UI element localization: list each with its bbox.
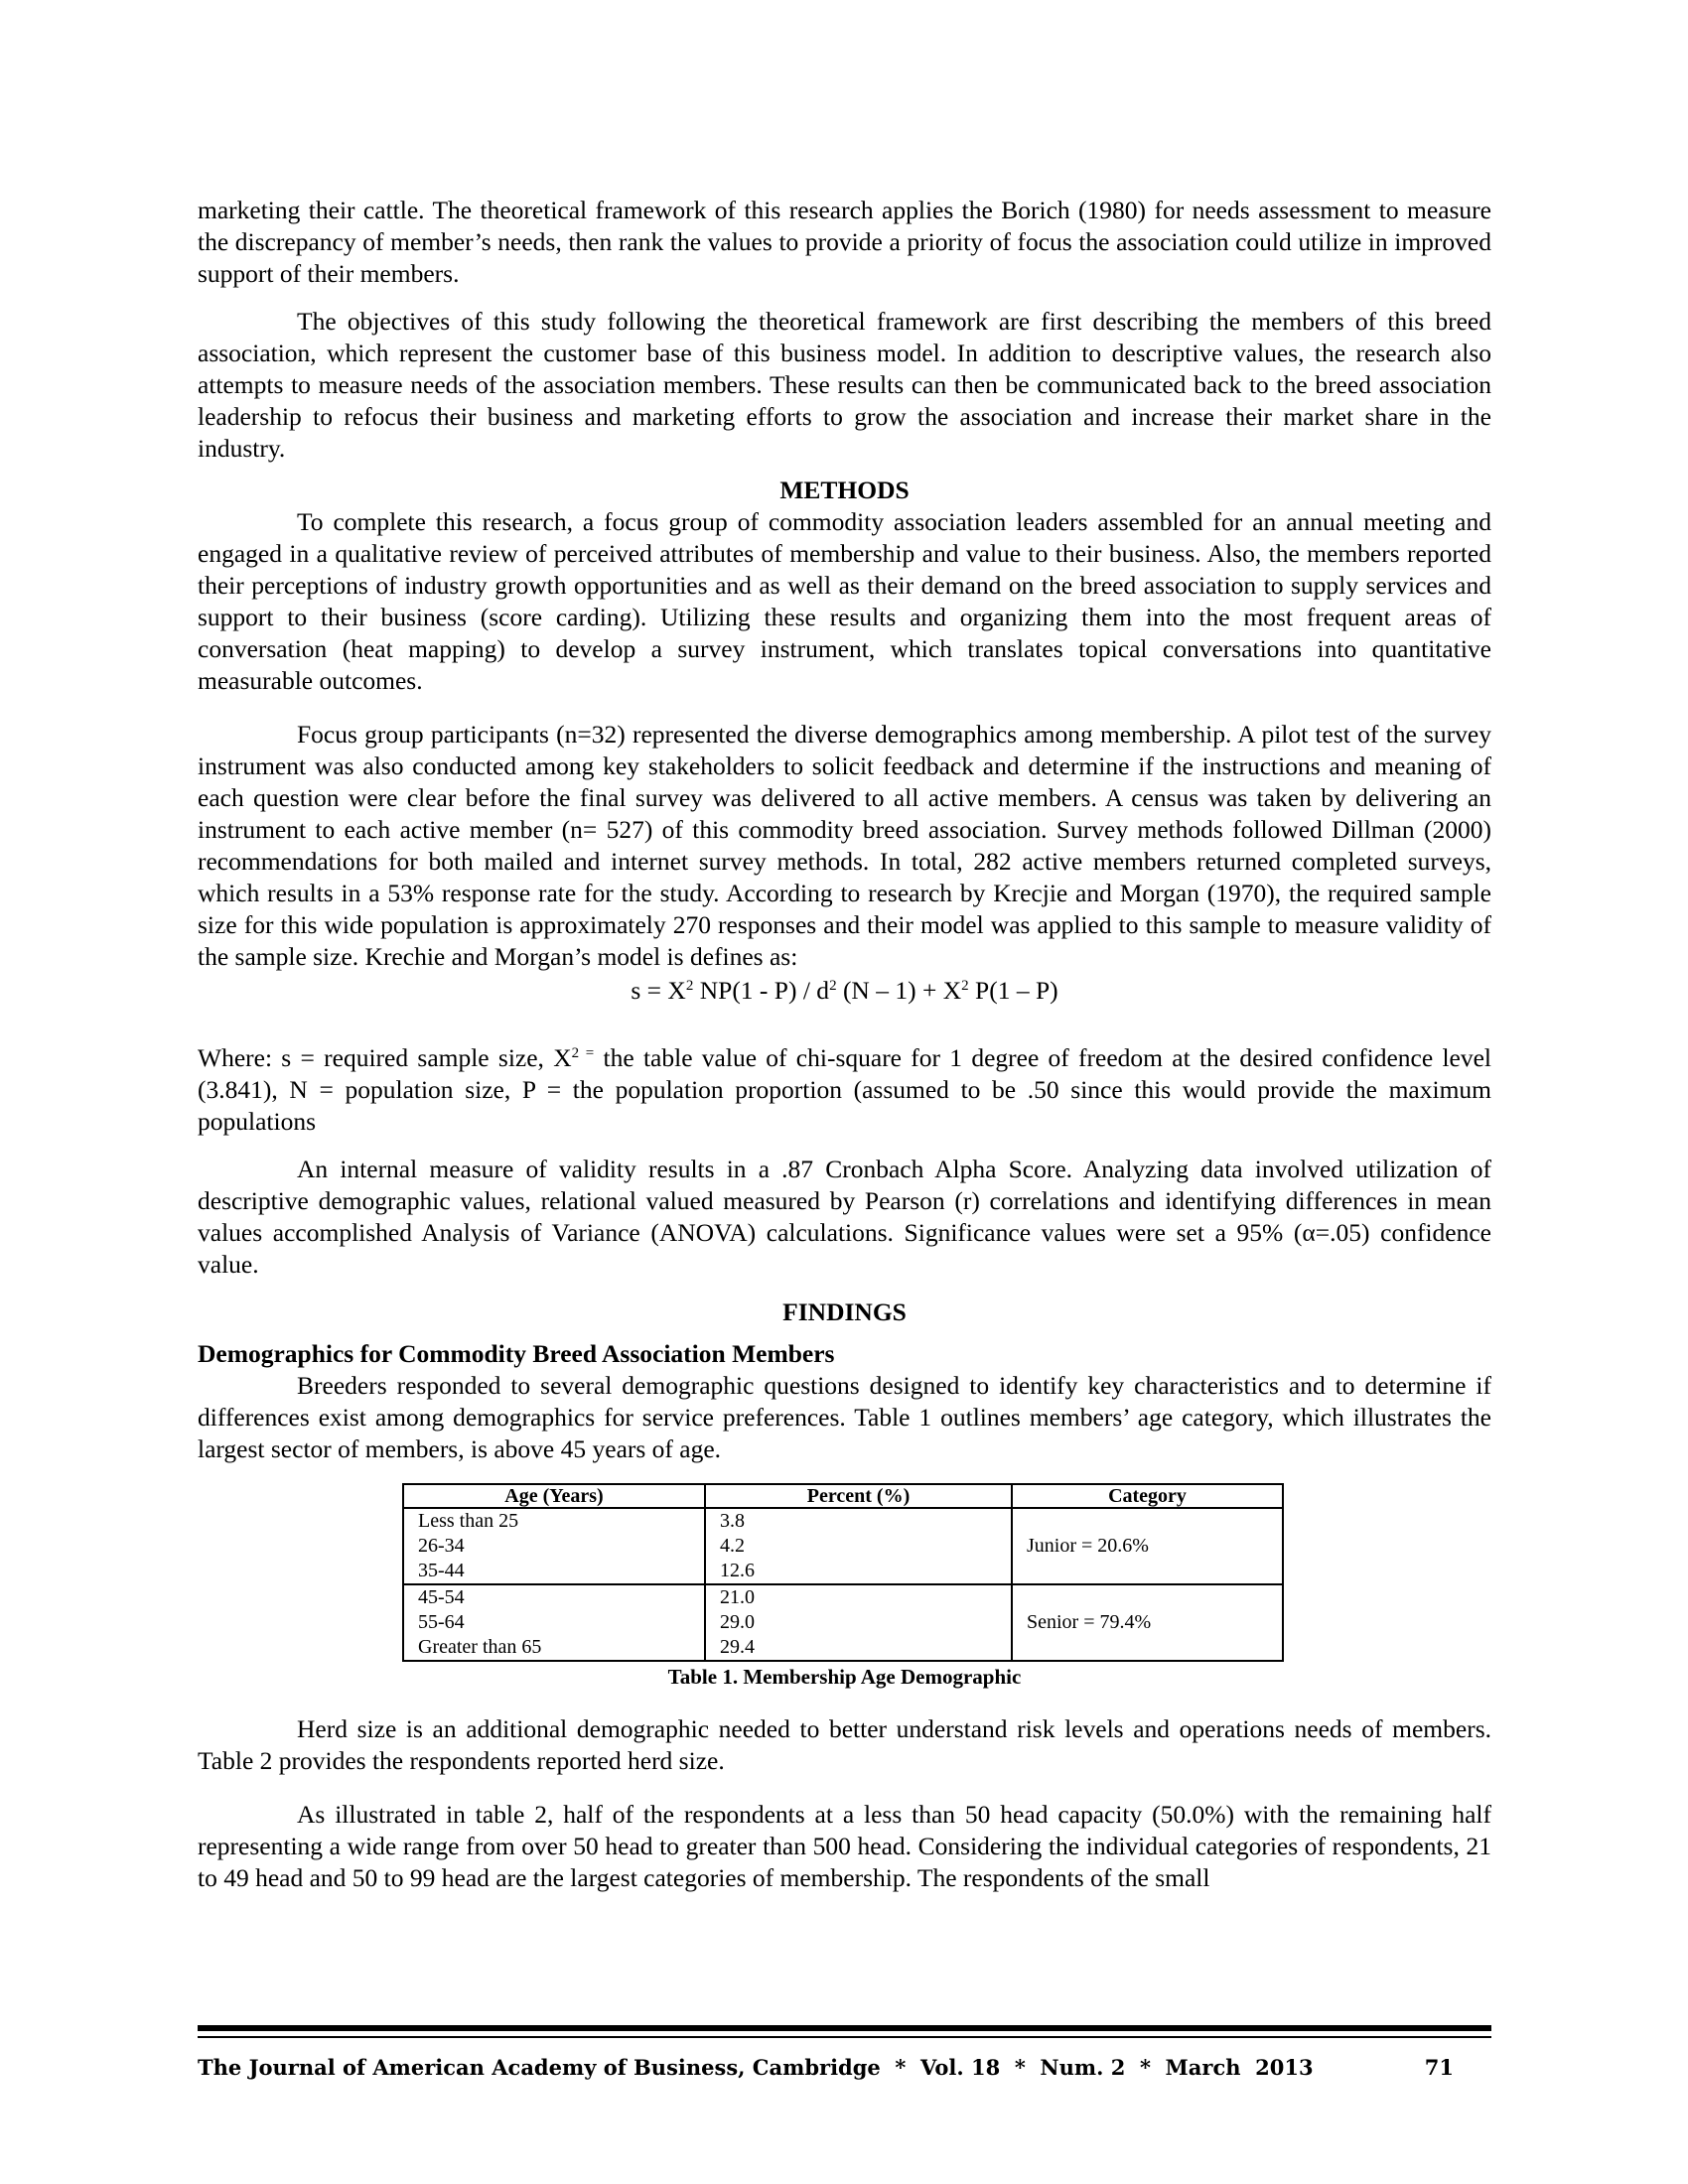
formula-superscript: 2 (829, 978, 837, 994)
body-paragraph: To complete this research, a focus group of commodity association leaders assembled for an annual meeting and engaged in a qualitative review of perceived attributes of membership and value to their business. Also, the members reported their perceptions of industry growth opportunities and as well as their demand on the breed association to supply services and support to their business (score carding). Utilizing these results and organizing them into the most frequent areas of conversation (heat mapping) to develop a survey instrument, which translates topical conversations into quantitative measurable outcomes. (198, 507, 1491, 695)
journal-citation: The Journal of American Academy of Business, Cambridge * Vol. 18 * Num. 2 * March 2013 (198, 2055, 1314, 2080)
formula-part: P(1 – P) (968, 976, 1058, 1005)
body-paragraph: The objectives of this study following the theoretical framework are first describing the members of this breed association, which represent the customer base of this business model. In addition to descriptive values, the research also attempts to measure needs of the association members. These results can then be communicated back to the breed association leadership to refocus their business and marketing efforts to grow the association and increase their market share in the industry. (198, 307, 1491, 463)
body-paragraph: Herd size is an additional demographic needed to better understand risk levels and operations needs of members. Table 2 provides the respondents reported herd size. (198, 1714, 1491, 1775)
age-demographic-table (402, 1483, 1284, 1662)
formula-part: NP(1 - P) / d (693, 976, 830, 1005)
subsection-heading-demographics: Demographics for Commodity Breed Association Members (198, 1339, 835, 1368)
category-cell: Junior = 20.6% (1012, 1508, 1283, 1584)
percent-cell: 3.8 (705, 1508, 1012, 1534)
footer-rule-thick (198, 2025, 1491, 2031)
page-body (198, 195, 1491, 1894)
age-cell: 35-44 (403, 1559, 705, 1584)
footer-rule-thin (198, 2036, 1491, 2038)
body-paragraph: An internal measure of validity results in a .87 Cronbach Alpha Score. Analyzing data involved utilization of descriptive demographic values, relational valued measured by Pearson (r) correlations and identifying differences in mean values accomplished Analysis of Variance (ANOVA) calculations. Significance values were set a 95% (α=.05) confidence value. (198, 1155, 1491, 1279)
formula-definition (198, 1042, 1491, 1138)
body-paragraph: As illustrated in table 2, half of the respondents at a less than 50 head capacity (50.0%) with the remaining half representing a wide range from over 50 head to greater than 500 head. Considering the individual categories of respondents, 21 to 49 head and 50 to 99 head are the largest categories of membership. The respondents of the small (198, 1800, 1491, 1892)
definition-part: Where: s = required sample size, X (198, 1043, 572, 1072)
formula-superscript: 2 (685, 978, 694, 994)
age-cell: 55-64 (403, 1610, 705, 1635)
percent-cell: 12.6 (705, 1559, 1012, 1584)
section-heading-methods: METHODS (779, 476, 910, 504)
age-cell: 26-34 (403, 1534, 705, 1559)
category-cell: Senior = 79.4% (1012, 1584, 1283, 1661)
page-footer (198, 2053, 1454, 2083)
percent-cell: 29.0 (705, 1610, 1012, 1635)
section-heading-findings: FINDINGS (782, 1297, 907, 1326)
body-paragraph: marketing their cattle. The theoretical framework of this research applies the Borich (1980) for needs assessment to measure the discrepancy of member’s needs, then rank the values to provide a priority of focus the association could utilize in improved support of their members. (198, 196, 1491, 288)
age-cell: Less than 25 (403, 1508, 705, 1534)
table-1 (198, 1483, 1491, 1690)
definition-superscript: 2 = (571, 1045, 595, 1061)
table-row (403, 1508, 1283, 1534)
sample-size-formula (198, 973, 1491, 1009)
body-paragraph: Breeders responded to several demographic questions designed to identify key characteristics and to determine if differences exist among demographics for service preferences. Table 1 outlines members’ age category, which illustrates the largest sector of members, is above 45 years of age. (198, 1371, 1491, 1463)
definition-part: the table value of chi-square for 1 degree of freedom at the desired confidence level (3.841), N = population size, P = the population proportion (assumed to be .50 since this would provide the maximum populations (198, 1043, 1491, 1136)
body-paragraph: Focus group participants (n=32) represented the diverse demographics among membership. A pilot test of the survey instrument was also conducted among key stakeholders to solicit feedback and determine if the instructions and meaning of each question were clear before the final survey was delivered to all active members. A census was taken by delivering an instrument to each active member (n= 527) of this commodity breed association. Survey methods followed Dillman (2000) recommendations for both mailed and internet survey methods. In total, 282 active members returned completed surveys, which results in a 53% response rate for the study. According to research by Krecjie and Morgan (1970), the required sample size for this wide population is approximately 270 responses and their model was applied to this sample to measure validity of the sample size. Krechie and Morgan’s model is defines as: (198, 720, 1491, 971)
age-cell: Greater than 65 (403, 1635, 705, 1661)
table-header-cell: Category (1012, 1484, 1283, 1508)
page-number: 71 (1424, 2055, 1454, 2080)
formula-part: (N – 1) + X (836, 976, 962, 1005)
table-caption: Table 1. Membership Age Demographic (667, 1665, 1022, 1689)
table-row (403, 1584, 1283, 1610)
formula-superscript: 2 (961, 978, 969, 994)
percent-cell: 4.2 (705, 1534, 1012, 1559)
table-header-cell: Percent (%) (705, 1484, 1012, 1508)
percent-cell: 21.0 (705, 1584, 1012, 1610)
age-cell: 45-54 (403, 1584, 705, 1610)
formula-part: s = X (631, 976, 686, 1005)
table-header-row (403, 1484, 1283, 1508)
table-header-cell: Age (Years) (403, 1484, 705, 1508)
percent-cell: 29.4 (705, 1635, 1012, 1661)
